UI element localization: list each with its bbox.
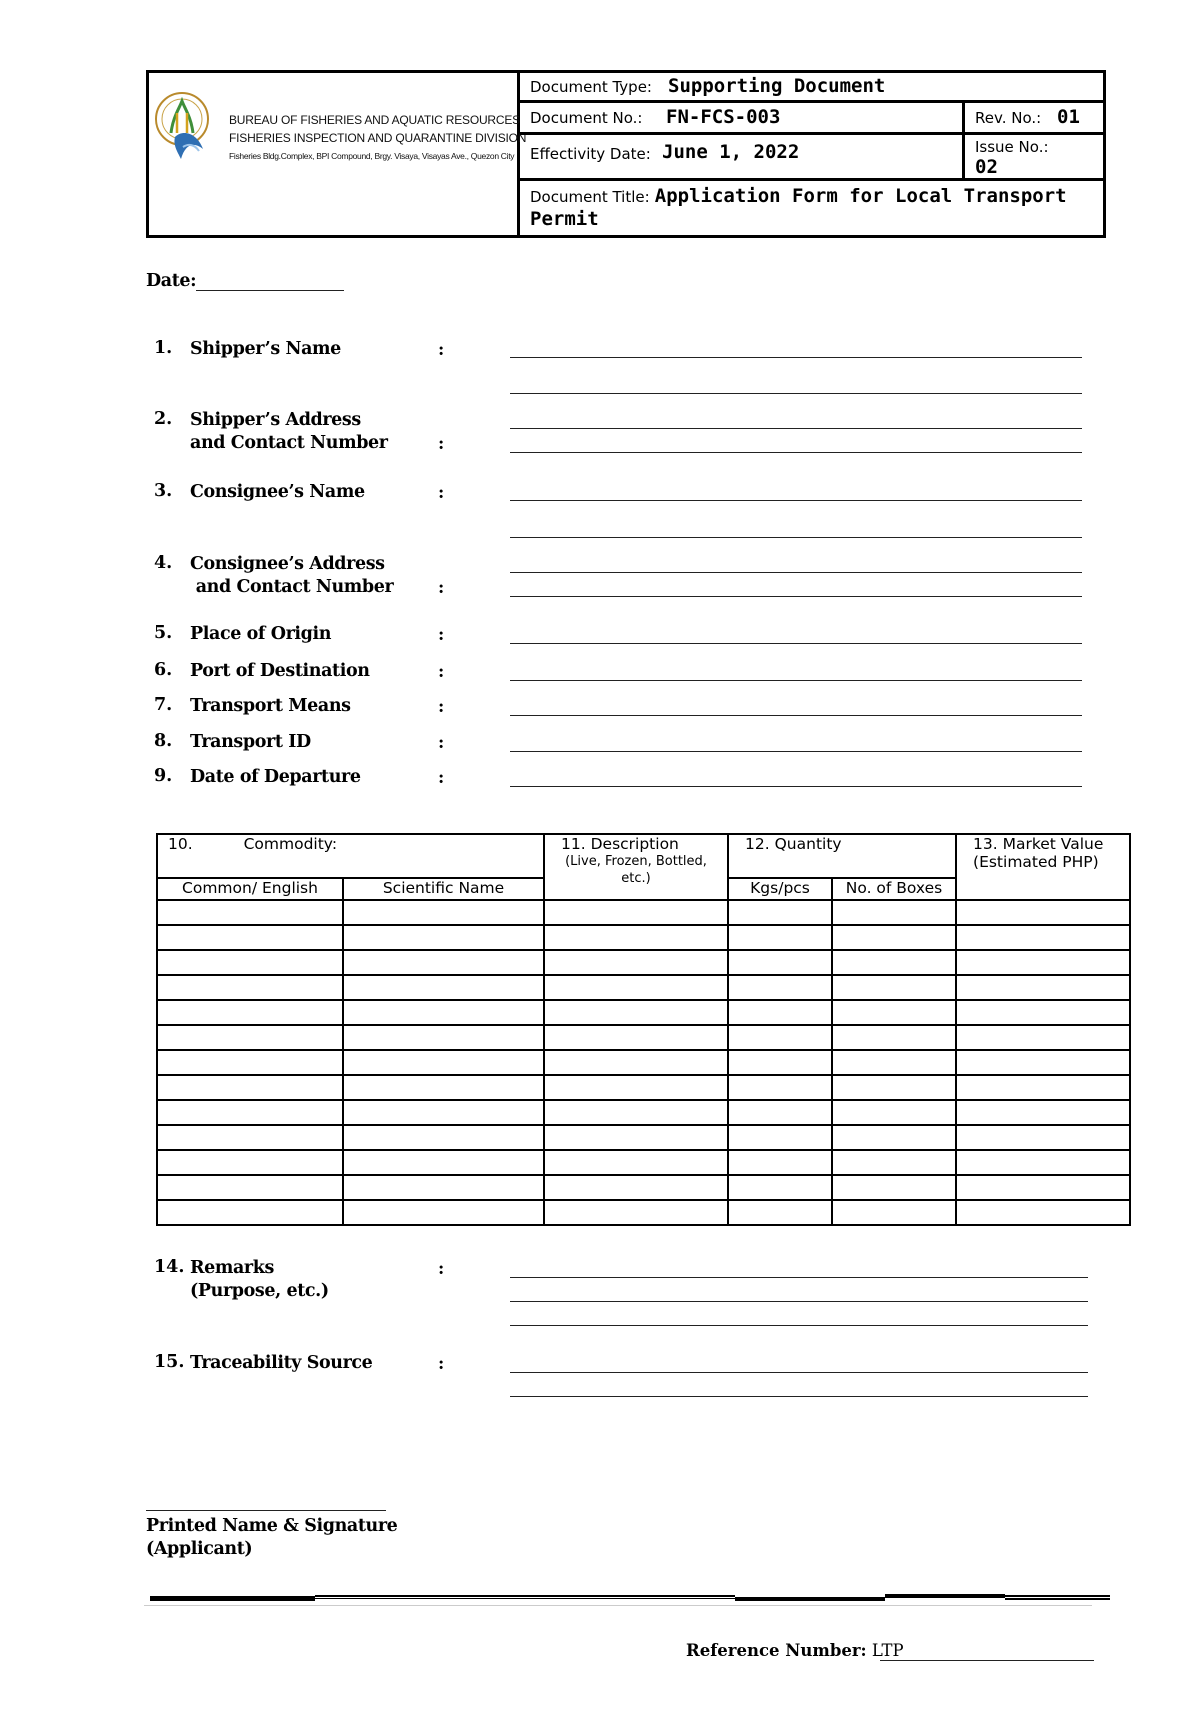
consignee-name-line-1[interactable] [510, 500, 1082, 501]
boxes-cell[interactable] [832, 900, 956, 925]
field-4-label-2: and Contact Number [190, 577, 394, 597]
remarks-line-3[interactable] [510, 1325, 1088, 1326]
rev-no-value: 01 [1057, 106, 1080, 128]
issue-no-cell [965, 135, 1103, 181]
common-name-cell[interactable] [157, 1075, 343, 1100]
boxes-cell[interactable] [832, 1150, 956, 1175]
market-value-cell[interactable] [956, 1150, 1130, 1175]
field-9-colon: : [438, 768, 445, 788]
transport-means-line[interactable] [510, 715, 1082, 716]
common-name-cell[interactable] [157, 1125, 343, 1150]
boxes-cell[interactable] [832, 1050, 956, 1075]
date-input-line[interactable] [196, 290, 344, 291]
common-name-cell[interactable] [157, 950, 343, 975]
description-cell[interactable] [544, 975, 728, 1000]
date-label: Date: [146, 271, 197, 291]
common-name-cell[interactable] [157, 1100, 343, 1125]
boxes-cell[interactable] [832, 975, 956, 1000]
table-row [157, 1000, 1130, 1025]
field-2-colon: : [438, 434, 445, 454]
quantity-header: 12. Quantity [728, 834, 956, 878]
boxes-cell[interactable] [832, 950, 956, 975]
market-value-cell[interactable] [956, 925, 1130, 950]
commodity-rows [157, 900, 1130, 1225]
shipper-name-line-1[interactable] [510, 357, 1082, 358]
description-cell[interactable] [544, 1025, 728, 1050]
field-1-colon: : [438, 340, 445, 360]
doc-no-label: Document No.: [530, 109, 643, 127]
agency-address: Fisheries Bldg.Complex, BPI Compound, Brgy. Visaya, Visayas Ave., Quezon City [229, 151, 515, 161]
kgs-cell[interactable] [728, 1100, 832, 1125]
field-6-label: Port of Destination [190, 661, 370, 681]
market-value-cell[interactable] [956, 975, 1130, 1000]
shipper-address-line-1[interactable] [510, 428, 1082, 429]
market-value-cell[interactable] [956, 1100, 1130, 1125]
description-cell[interactable] [544, 1100, 728, 1125]
field-4-colon: : [438, 578, 445, 598]
boxes-cell[interactable] [832, 1000, 956, 1025]
common-name-cell[interactable] [157, 1050, 343, 1075]
common-name-header: Common/ English [157, 878, 343, 900]
remarks-colon: : [438, 1259, 445, 1279]
doc-type-cell [520, 73, 1103, 103]
boxes-cell[interactable] [832, 1200, 956, 1225]
scientific-name-cell[interactable] [343, 900, 544, 925]
table-row [157, 1175, 1130, 1200]
field-3-colon: : [438, 483, 445, 503]
field-9-label: Date of Departure [190, 767, 361, 787]
field-15-number: 15. [154, 1352, 185, 1372]
field-6-number: 6. [154, 660, 173, 680]
field-5-label: Place of Origin [190, 624, 332, 644]
footer-rule [150, 1594, 1110, 1606]
field-3-number: 3. [154, 481, 173, 501]
remarks-label: Remarks [190, 1258, 274, 1278]
field-14-number: 14. [154, 1257, 185, 1277]
boxes-cell[interactable] [832, 1125, 956, 1150]
field-2-label-2: and Contact Number [190, 433, 388, 453]
kgs-cell[interactable] [728, 1200, 832, 1225]
scientific-name-cell[interactable] [343, 975, 544, 1000]
doc-title-label: Document Title: [530, 188, 650, 206]
market-value-cell[interactable] [956, 900, 1130, 925]
description-note: (Live, Frozen, Bottled, etc.) [565, 854, 707, 886]
kgs-cell[interactable] [728, 1125, 832, 1150]
common-name-cell[interactable] [157, 900, 343, 925]
rev-no-label: Rev. No.: [975, 109, 1042, 127]
field-1-number: 1. [154, 338, 173, 358]
description-cell[interactable] [544, 1000, 728, 1025]
kgs-cell[interactable] [728, 950, 832, 975]
field-2-number: 2. [154, 409, 173, 429]
reference-label: Reference Number: [686, 1641, 867, 1660]
field-9-number: 9. [154, 766, 173, 786]
table-row [157, 1100, 1130, 1125]
description-cell[interactable] [544, 1175, 728, 1200]
market-value-cell[interactable] [956, 1125, 1130, 1150]
field-7-colon: : [438, 697, 445, 717]
commodity-header [157, 834, 544, 878]
market-value-note: (Estimated PHP) [973, 853, 1099, 871]
effectivity-label: Effectivity Date: [530, 145, 651, 163]
table-row [157, 950, 1130, 975]
table-row [157, 900, 1130, 925]
traceability-line-2[interactable] [510, 1396, 1088, 1397]
scientific-name-cell[interactable] [343, 1175, 544, 1200]
rev-no-cell [965, 103, 1103, 135]
doc-no-cell [520, 103, 965, 135]
kgs-cell[interactable] [728, 1150, 832, 1175]
field-8-number: 8. [154, 731, 173, 751]
table-row [157, 1125, 1130, 1150]
description-cell[interactable] [544, 925, 728, 950]
kgs-cell[interactable] [728, 1025, 832, 1050]
description-cell[interactable] [544, 1075, 728, 1100]
doc-type-label: Document Type: [530, 78, 652, 96]
scientific-name-cell[interactable] [343, 950, 544, 975]
description-cell[interactable] [544, 900, 728, 925]
boxes-cell[interactable] [832, 1175, 956, 1200]
common-name-cell[interactable] [157, 1175, 343, 1200]
common-name-cell[interactable] [157, 925, 343, 950]
signature-sublabel: (Applicant) [146, 1539, 253, 1559]
description-cell[interactable] [544, 1150, 728, 1175]
table-row [157, 1075, 1130, 1100]
description-cell[interactable] [544, 1200, 728, 1225]
date-of-departure-line[interactable] [510, 786, 1082, 787]
field-2-label: Shipper’s Address [190, 410, 361, 430]
kgs-cell[interactable] [728, 1050, 832, 1075]
boxes-header: No. of Boxes [832, 878, 956, 900]
market-value-cell[interactable] [956, 1000, 1130, 1025]
kgs-cell[interactable] [728, 1000, 832, 1025]
kgs-cell[interactable] [728, 1075, 832, 1100]
reference-input-line[interactable] [880, 1660, 1094, 1661]
scientific-name-cell[interactable] [343, 1000, 544, 1025]
place-of-origin-line[interactable] [510, 643, 1082, 644]
scientific-name-header: Scientific Name [343, 878, 544, 900]
market-value-cell[interactable] [956, 1200, 1130, 1225]
doc-type-value: Supporting Document [668, 75, 886, 97]
market-value-cell[interactable] [956, 1050, 1130, 1075]
agency-name [229, 111, 526, 165]
scientific-name-cell[interactable] [343, 1075, 544, 1100]
agency-line-1: BUREAU OF FISHERIES AND AQUATIC RESOURCES [229, 113, 520, 127]
commodity-table [156, 833, 1131, 1226]
boxes-cell[interactable] [832, 925, 956, 950]
description-cell[interactable] [544, 1050, 728, 1075]
scientific-name-cell[interactable] [343, 1100, 544, 1125]
scientific-name-cell[interactable] [343, 1125, 544, 1150]
agency-seal-logo [153, 89, 211, 165]
market-value-cell[interactable] [956, 1175, 1130, 1200]
description-cell[interactable] [544, 950, 728, 975]
boxes-cell[interactable] [832, 1025, 956, 1050]
market-value-cell[interactable] [956, 1025, 1130, 1050]
traceability-label: Traceability Source [190, 1353, 373, 1373]
commodity-number: 10. [168, 835, 193, 853]
kgs-header: Kgs/pcs [728, 878, 832, 900]
common-name-cell[interactable] [157, 1200, 343, 1225]
common-name-cell[interactable] [157, 1150, 343, 1175]
document-header [146, 70, 1106, 238]
signature-line[interactable] [146, 1510, 386, 1511]
field-3-label: Consignee’s Name [190, 482, 365, 502]
field-6-colon: : [438, 662, 445, 682]
kgs-cell[interactable] [728, 975, 832, 1000]
boxes-cell[interactable] [832, 1100, 956, 1125]
traceability-line-1[interactable] [510, 1372, 1088, 1373]
remarks-line-1[interactable] [510, 1277, 1088, 1278]
scientific-name-cell[interactable] [343, 1050, 544, 1075]
field-5-number: 5. [154, 623, 173, 643]
issue-no-value: 02 [975, 156, 998, 178]
doc-title-cell [520, 181, 1103, 235]
transport-id-line[interactable] [510, 751, 1082, 752]
commodity-label: Commodity: [243, 835, 338, 853]
boxes-cell[interactable] [832, 1075, 956, 1100]
port-of-destination-line[interactable] [510, 680, 1082, 681]
doc-title-value: Application Form for Local Transport Permit [530, 185, 1067, 230]
description-cell[interactable] [544, 1125, 728, 1150]
scientific-name-cell[interactable] [343, 1150, 544, 1175]
market-value-cell[interactable] [956, 1075, 1130, 1100]
consignee-name-line-2[interactable] [510, 537, 1082, 538]
table-row [157, 1200, 1130, 1225]
remarks-label-2: (Purpose, etc.) [190, 1281, 329, 1301]
field-4-label: Consignee’s Address [190, 554, 385, 574]
table-row [157, 1050, 1130, 1075]
consignee-address-line-2[interactable] [510, 596, 1082, 597]
kgs-cell[interactable] [728, 1175, 832, 1200]
market-value-header [956, 834, 1130, 900]
traceability-colon: : [438, 1354, 445, 1374]
field-7-label: Transport Means [190, 696, 351, 716]
table-row [157, 975, 1130, 1000]
shipper-address-line-2[interactable] [510, 452, 1082, 453]
common-name-cell[interactable] [157, 1000, 343, 1025]
field-4-number: 4. [154, 553, 173, 573]
description-label: 11. Description [561, 835, 679, 853]
kgs-cell[interactable] [728, 900, 832, 925]
field-5-colon: : [438, 625, 445, 645]
signature-label: Printed Name & Signature [146, 1516, 398, 1536]
field-1-label: Shipper’s Name [190, 339, 341, 359]
scientific-name-cell[interactable] [343, 925, 544, 950]
market-value-label: 13. Market Value [973, 835, 1104, 853]
doc-no-value: FN-FCS-003 [666, 106, 781, 128]
description-header [544, 834, 728, 900]
field-8-label: Transport ID [190, 732, 311, 752]
table-row [157, 1150, 1130, 1175]
field-8-colon: : [438, 733, 445, 753]
agency-block [149, 73, 527, 235]
table-row [157, 925, 1130, 950]
consignee-address-line-1[interactable] [510, 572, 1082, 573]
scientific-name-cell[interactable] [343, 1200, 544, 1225]
kgs-cell[interactable] [728, 925, 832, 950]
issue-no-label: Issue No.: [975, 138, 1049, 156]
common-name-cell[interactable] [157, 975, 343, 1000]
scientific-name-cell[interactable] [343, 1025, 544, 1050]
reference-prefix: LTP [871, 1641, 904, 1660]
common-name-cell[interactable] [157, 1025, 343, 1050]
market-value-cell[interactable] [956, 950, 1130, 975]
effectivity-cell [520, 135, 965, 181]
effectivity-value: June 1, 2022 [662, 141, 800, 163]
table-row [157, 1025, 1130, 1050]
reference-number [686, 1641, 904, 1660]
agency-line-2: FISHERIES INSPECTION AND QUARANTINE DIVISION [229, 131, 527, 145]
remarks-line-2[interactable] [510, 1301, 1088, 1302]
shipper-name-line-2[interactable] [510, 393, 1082, 394]
field-7-number: 7. [154, 695, 173, 715]
